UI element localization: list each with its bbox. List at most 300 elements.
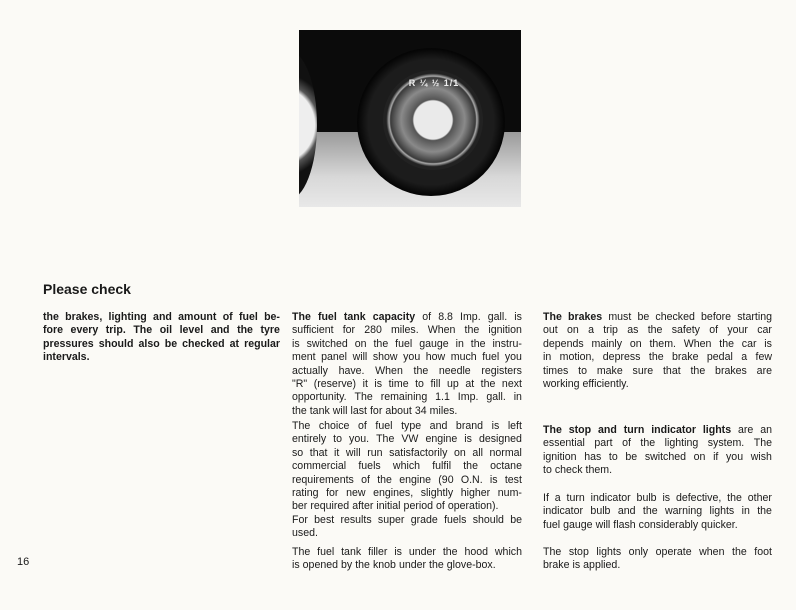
word: in (543, 351, 552, 364)
text-line (292, 378, 522, 391)
word: of (709, 324, 719, 337)
word: 34 (414, 404, 427, 417)
word: "R" (292, 378, 308, 391)
word: fuels (358, 460, 381, 473)
word: system. (707, 437, 745, 450)
word: level (179, 324, 204, 337)
word: gauge (419, 337, 449, 350)
word: the (480, 378, 496, 391)
word: lights (596, 546, 622, 558)
word: instru- (492, 337, 522, 350)
word: after (352, 500, 374, 513)
lead-word: brakes (568, 311, 603, 323)
word: VW (401, 433, 419, 446)
word: requirements (292, 473, 354, 486)
word: The (292, 546, 311, 558)
word: used. (292, 527, 318, 540)
word: The (753, 437, 772, 450)
lead-word: lights (702, 424, 732, 436)
word: for (342, 324, 356, 337)
word: under (398, 559, 427, 572)
paragraph (292, 514, 522, 541)
word: 1.1 (435, 391, 450, 404)
word: wish (750, 450, 772, 463)
word: are (737, 424, 754, 436)
word: O.N. (460, 473, 483, 486)
word: intervals. (43, 351, 90, 364)
word: needle (438, 364, 471, 377)
word: it (362, 378, 368, 391)
word: the (727, 492, 742, 504)
word: turn (566, 492, 585, 504)
word: the (642, 505, 658, 518)
text-line (292, 527, 522, 540)
word: of (422, 311, 432, 323)
word: be (637, 311, 650, 323)
word: to (543, 464, 552, 477)
word: that (662, 364, 681, 377)
gauge-marks: R ¼ ½ 1/1 (408, 78, 460, 88)
word: The (133, 324, 153, 337)
word: is (464, 433, 472, 446)
word: operation). (447, 500, 499, 513)
word: of (222, 311, 233, 323)
word: the (292, 404, 307, 417)
word: will (352, 351, 368, 364)
lead-word: tank (343, 311, 366, 323)
word: engine (399, 473, 432, 486)
word: applied. (583, 559, 621, 572)
word: sufficient (292, 324, 334, 337)
word: car (741, 337, 757, 350)
lead-word: The (292, 311, 311, 323)
word: to (578, 364, 587, 377)
word: how (425, 351, 446, 364)
text-line (292, 420, 522, 433)
word: switched (306, 337, 348, 350)
word: entirely (292, 433, 327, 446)
word: on (354, 337, 367, 350)
word: the (442, 546, 458, 558)
text-line (43, 338, 280, 351)
word: which (494, 546, 522, 558)
word: it (334, 446, 340, 459)
word: pressures (43, 337, 94, 350)
word: to (333, 433, 343, 446)
word: you (726, 450, 744, 463)
word: trip (603, 324, 618, 337)
word: ignition (488, 324, 522, 337)
word: The (376, 433, 395, 446)
word: the (757, 505, 772, 518)
word: will (332, 404, 348, 417)
section-heading: Please check (43, 281, 131, 297)
paragraph (292, 420, 522, 514)
word: fuel (543, 518, 561, 531)
word: quicker. (701, 518, 738, 531)
word: pedal (706, 351, 733, 364)
word: is (764, 337, 772, 350)
word: slightly (420, 487, 454, 500)
word: gall. (486, 391, 506, 404)
word: the (719, 337, 734, 350)
lead-word: fuel (317, 311, 337, 323)
word: initial (376, 500, 401, 513)
word: essential (543, 437, 585, 450)
lead-word: and (598, 424, 617, 436)
word: is (292, 559, 300, 572)
word: you (504, 351, 522, 364)
word: them. (585, 464, 613, 477)
word: brake (672, 351, 699, 364)
text-line (292, 365, 522, 378)
text-line (292, 514, 522, 527)
word: lighting (108, 311, 147, 323)
word: is (394, 546, 402, 558)
text-line (292, 460, 522, 473)
word: is (514, 311, 522, 323)
word: and (429, 420, 448, 432)
word: before (701, 311, 732, 323)
word: last (350, 404, 367, 417)
word: mainly (591, 337, 623, 350)
word: gauge (563, 518, 593, 531)
word: times (543, 364, 569, 377)
text-line (543, 559, 772, 572)
word: The (354, 391, 373, 404)
word: warning (665, 505, 703, 518)
word: lights (709, 505, 735, 518)
word: depends (543, 337, 584, 350)
word: the (647, 324, 663, 337)
word: of (622, 437, 631, 450)
word: by (341, 559, 353, 572)
word: other (747, 492, 772, 504)
word: engines, (373, 487, 414, 500)
text-line (292, 500, 522, 513)
word: filler (368, 546, 388, 558)
word: car (757, 324, 772, 337)
word: depress (602, 351, 641, 364)
word: stop (568, 546, 589, 558)
text-line (543, 519, 772, 532)
fuel-gauge-photo (299, 30, 521, 207)
paragraph (543, 546, 772, 573)
word: check (554, 464, 583, 477)
lead-word: The (543, 424, 562, 436)
word: are (756, 364, 772, 377)
word: a (741, 351, 748, 364)
text-line (543, 437, 772, 450)
word: be- (264, 311, 280, 323)
word: choice (318, 420, 350, 432)
word: tank (341, 546, 362, 558)
text-line (292, 338, 522, 351)
word: For (292, 514, 308, 526)
word: an (760, 424, 772, 436)
word: (90 (438, 473, 454, 486)
word: The (543, 546, 562, 558)
text-line (543, 464, 772, 477)
word: brand (455, 420, 484, 432)
word: indicator (590, 492, 631, 504)
word: for (326, 487, 339, 500)
word: trip. (105, 324, 126, 337)
word: is (374, 378, 383, 391)
word: If (543, 492, 549, 504)
word: working (543, 378, 580, 391)
word: them. (649, 337, 676, 350)
word: tyre (260, 324, 280, 337)
word: make (596, 364, 623, 377)
paragraph (543, 424, 772, 478)
paragraph (43, 311, 280, 365)
word: bulb (590, 505, 611, 518)
word: When (427, 324, 456, 337)
word: When (683, 337, 712, 350)
word: the (373, 337, 389, 350)
word: be (625, 450, 638, 463)
word: only (628, 546, 649, 558)
word: also (138, 337, 160, 350)
paragraph (292, 546, 522, 573)
text-line (292, 351, 522, 364)
word: fore (43, 324, 64, 337)
text-line (543, 324, 772, 337)
word: up (447, 378, 459, 391)
word: period (403, 500, 433, 513)
word: sure (632, 364, 654, 377)
word: defective, (675, 492, 722, 504)
word: is (572, 559, 581, 572)
word: results (340, 514, 372, 526)
word: opened (302, 559, 339, 572)
text-line (543, 338, 772, 351)
word: is (292, 337, 300, 350)
word: tank (309, 404, 330, 417)
word: has (584, 450, 602, 463)
word: the (377, 473, 392, 486)
text-line (292, 311, 522, 324)
word: all (472, 446, 483, 459)
word: new (346, 487, 366, 500)
word: miles. (390, 324, 419, 337)
word: fuel (395, 337, 413, 350)
word: higher (460, 487, 491, 500)
word: every (70, 324, 99, 337)
word: motion, (559, 351, 595, 364)
word: fulfil (432, 460, 452, 473)
word: in (513, 391, 522, 404)
word: safety (671, 324, 700, 337)
word: will (595, 518, 611, 531)
paragraph (543, 492, 772, 532)
word: and (617, 505, 636, 518)
word: required (310, 500, 350, 513)
word: you. (349, 433, 370, 446)
word: checked (655, 311, 695, 323)
word: that (309, 446, 328, 459)
word: regular (244, 337, 280, 350)
word: fuel (238, 311, 258, 323)
word: on (693, 450, 706, 463)
word: type (401, 420, 422, 432)
word: the (648, 351, 664, 364)
text-line (43, 311, 280, 324)
text-line (543, 451, 772, 464)
word: out (543, 324, 558, 337)
word: under (408, 546, 436, 558)
word: next (501, 378, 522, 391)
word: for (369, 404, 383, 417)
text-line (292, 474, 522, 487)
word: on (567, 324, 579, 337)
word: brake (543, 559, 570, 572)
word: actually (292, 364, 328, 377)
text-line (543, 365, 772, 378)
word: and (153, 311, 172, 323)
paragraph (543, 311, 772, 391)
page-number: 16 (17, 556, 30, 568)
lead-word: stop (568, 424, 592, 436)
text-line (292, 405, 522, 418)
word: about (385, 404, 412, 417)
word: flash (613, 518, 636, 531)
word: you (403, 351, 421, 364)
word: your (727, 324, 748, 337)
word: which (392, 460, 421, 473)
word: fill (430, 378, 441, 391)
text-line (292, 391, 522, 404)
word: should (472, 514, 504, 526)
word: octane (490, 460, 522, 473)
word: fuels (444, 514, 467, 526)
word: ment (292, 351, 316, 364)
word: The (292, 420, 311, 432)
word: at (229, 337, 240, 350)
word: test (504, 473, 522, 486)
word: of (436, 500, 445, 513)
word: the (690, 364, 706, 377)
word: indicator (543, 505, 584, 518)
text-line (543, 311, 772, 324)
lead-word: capacity (372, 311, 416, 323)
text-line (292, 487, 522, 500)
word: starting (737, 311, 772, 323)
text-line (43, 351, 280, 364)
word: fuel (375, 420, 393, 432)
word: a (588, 324, 594, 337)
word: in (741, 505, 750, 518)
word: part (594, 437, 613, 450)
word: rating (292, 487, 319, 500)
word: have. (338, 364, 365, 377)
word: a (554, 492, 561, 504)
word: num- (497, 487, 522, 500)
word: oil (159, 324, 173, 337)
text-line (292, 546, 522, 559)
text-line (292, 324, 522, 337)
word: the (463, 460, 478, 473)
word: as (627, 324, 639, 337)
word: commercial (292, 460, 347, 473)
word: the (355, 559, 370, 572)
word: left (507, 420, 522, 432)
word: engine (425, 433, 458, 446)
word: When (375, 364, 403, 377)
text-line (543, 546, 772, 559)
word: so (292, 446, 304, 459)
word: 8.8 (438, 311, 453, 323)
word: registers (481, 364, 522, 377)
text-line (292, 433, 522, 446)
word: Imp. (457, 391, 479, 404)
word: when (699, 546, 725, 558)
lead-word: turn (623, 424, 645, 436)
text-line (543, 351, 772, 364)
word: is (491, 420, 500, 432)
word: efficiently. (582, 378, 629, 391)
word: grade (410, 514, 438, 526)
word: glove-box. (446, 559, 496, 572)
text-line (43, 324, 280, 337)
word: if (713, 450, 719, 463)
word: time (388, 378, 409, 391)
word: switched (644, 450, 687, 463)
word: designed (478, 433, 522, 446)
word: much (450, 351, 477, 364)
word: ignition (543, 450, 577, 463)
word: the (43, 311, 59, 323)
word: brakes (715, 364, 747, 377)
lead-word: indicator (651, 424, 696, 436)
word: remaining (380, 391, 428, 404)
word: miles. (429, 404, 458, 417)
word: the (470, 337, 486, 350)
word: ber (292, 500, 308, 513)
word: normal (489, 446, 522, 459)
word: the (429, 559, 444, 572)
text-line (292, 559, 522, 572)
paragraph (292, 311, 522, 418)
word: of (361, 473, 370, 486)
word: fuel (482, 351, 500, 364)
word: run (367, 446, 383, 459)
text-line (543, 492, 772, 505)
word: of (358, 420, 367, 432)
word: best (314, 514, 335, 526)
word: at (465, 378, 475, 391)
word: the (640, 437, 656, 450)
word: the (464, 324, 480, 337)
word: opportunity. (292, 391, 347, 404)
word: lighting (664, 437, 699, 450)
word: considerably (638, 518, 699, 531)
word: should (98, 337, 134, 350)
word: the (732, 546, 747, 558)
word: the (237, 324, 253, 337)
word: gall. (487, 311, 508, 323)
word: is (662, 492, 671, 504)
word: to (415, 378, 424, 391)
word: knob (372, 559, 396, 572)
word: foot (754, 546, 772, 558)
text-line (292, 447, 522, 460)
word: operate (655, 546, 692, 558)
word: in (455, 337, 464, 350)
word: be (510, 514, 522, 526)
word: be (164, 337, 178, 350)
